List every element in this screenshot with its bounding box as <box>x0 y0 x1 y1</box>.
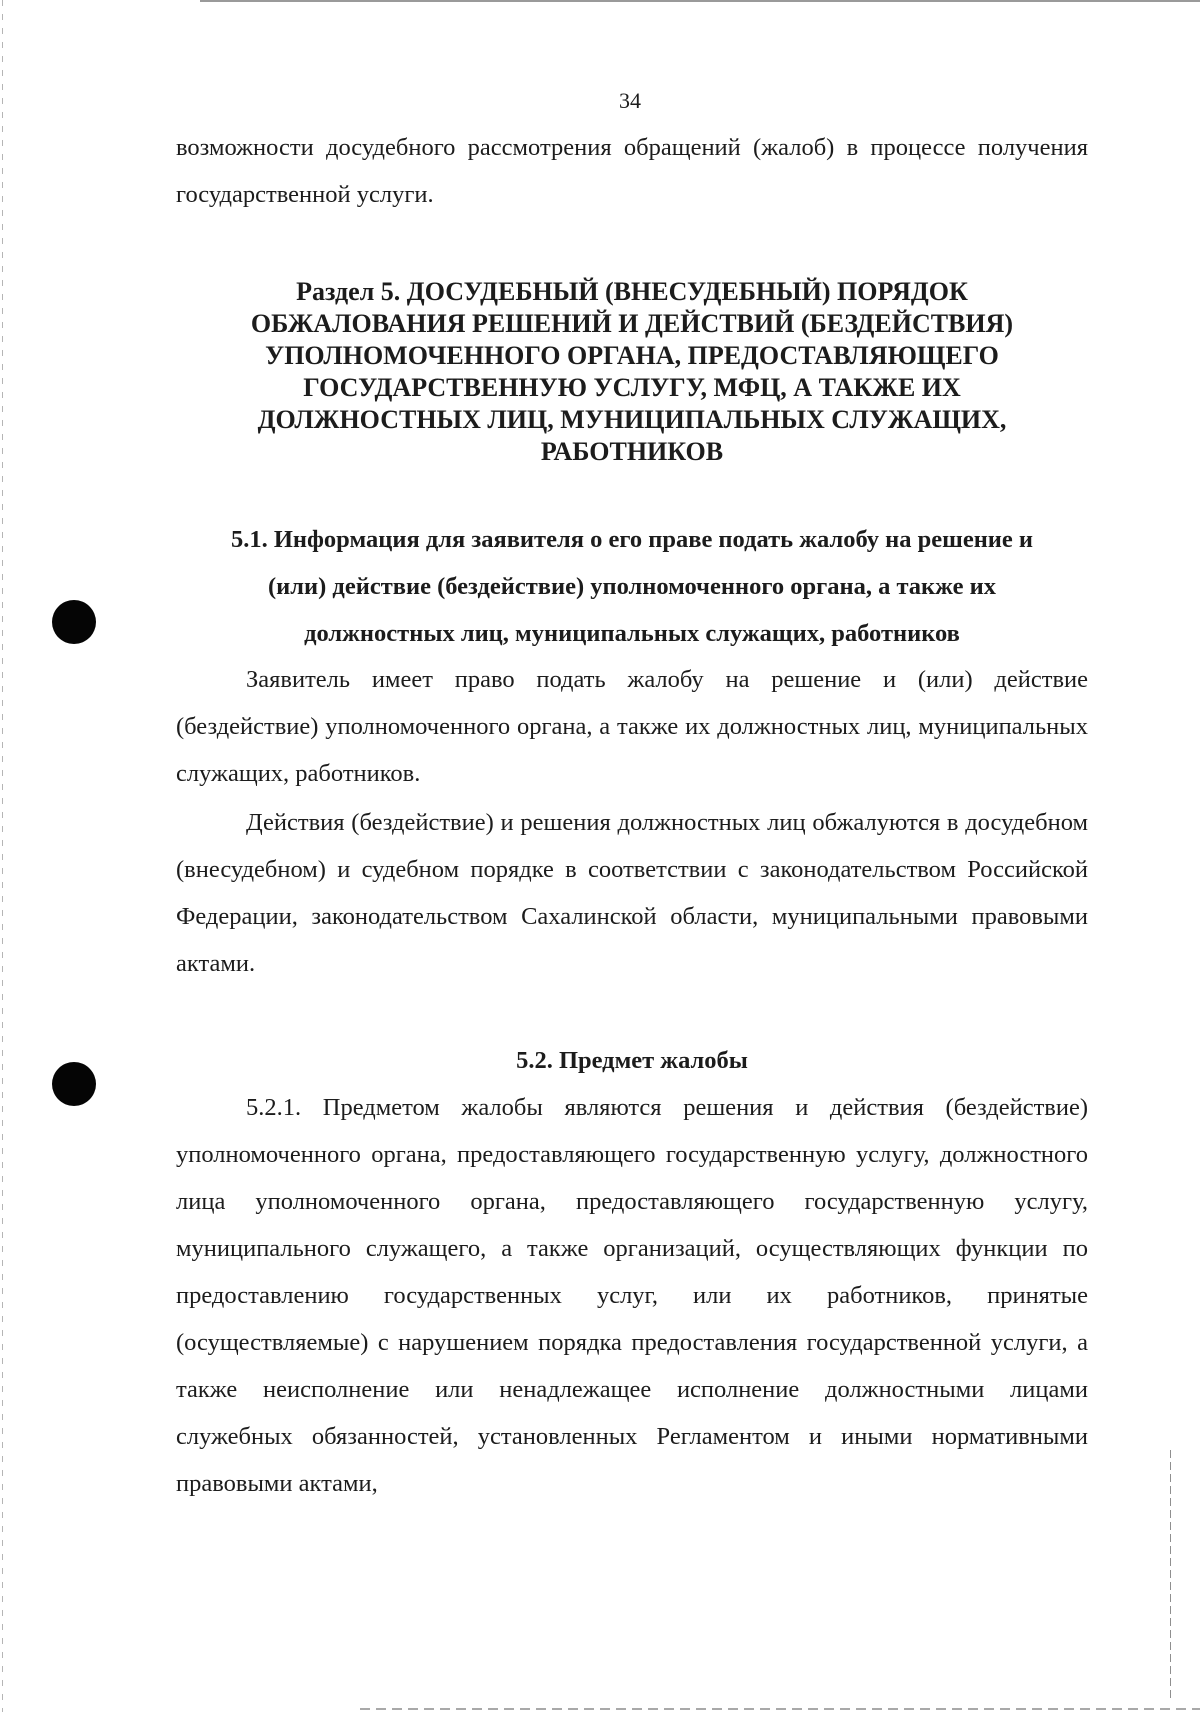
scan-top-edge <box>200 0 1200 2</box>
binder-hole-top <box>52 600 96 644</box>
section-title <box>176 276 1088 468</box>
section-title-line: РАБОТНИКОВ <box>540 437 724 466</box>
subsection-5-1-heading <box>176 516 1088 657</box>
paragraph-complaint-subject: 5.2.1. Предметом жалобы являются решения и действия (бездействие) уполномоченного органа, предоставляющего государственную услугу, должностного лица уполномоченного органа, предоставляющего государственную услугу, муниципального служащего, а также организаций, осуществляющих функции по предоставлению государственных услуг, или их работников, принятые (осуществляемые) с нарушением порядка предоставления государственной услуги, а также неисполнение или ненадлежащее исполнение должностными лицами служебных обязанностей, установленных Регламентом и иными нормативными правовыми актами, <box>176 1094 1088 1497</box>
scan-left-edge <box>2 0 3 1712</box>
scan-right-edge <box>1170 1450 1171 1700</box>
section-title-line: ГОСУДАРСТВЕННУЮ УСЛУГУ, МФЦ, А ТАКЖЕ ИХ <box>303 373 961 402</box>
section-title-line: ОБЖАЛОВАНИЯ РЕШЕНИЙ И ДЕЙСТВИЙ (БЕЗДЕЙСТВИЯ) <box>250 309 1014 338</box>
section-title-line: ДОЛЖНОСТНЫХ ЛИЦ, МУНИЦИПАЛЬНЫХ СЛУЖАЩИХ, <box>257 405 1007 434</box>
subsection-heading-line: (или) действие (бездействие) уполномоченного органа, а также их <box>268 573 996 600</box>
section-title-line: Раздел 5. ДОСУДЕБНЫЙ (ВНЕСУДЕБНЫЙ) ПОРЯДОК <box>296 277 968 306</box>
binder-hole-bottom <box>52 1062 96 1106</box>
subsection-5-2-heading: 5.2. Предмет жалобы <box>516 1047 748 1074</box>
intro-paragraph: возможности досудебного рассмотрения обращений (жалоб) в процессе получения государственной услуги. <box>176 134 1088 208</box>
paragraph-right-to-complain: Заявитель имеет право подать жалобу на решение и (или) действие (бездействие) уполномоченного органа, а также их должностных лиц, муниципальных служащих, работников. <box>176 666 1088 787</box>
page-number: 34 <box>619 88 641 113</box>
section-title-line: УПОЛНОМОЧЕННОГО ОРГАНА, ПРЕДОСТАВЛЯЮЩЕГО <box>265 341 999 370</box>
scan-bottom-edge <box>360 1708 1200 1710</box>
subsection-heading-line: должностных лиц, муниципальных служащих, работников <box>304 620 960 647</box>
subsection-heading-line: 5.1. Информация для заявителя о его праве подать жалобу на решение и <box>230 526 1034 553</box>
paragraph-appeal-procedure: Действия (бездействие) и решения должностных лиц обжалуются в досудебном (внесудебном) и судебном порядке в соответствии с законодательством Российской Федерации, законодательством Сахалинской области, муниципальными правовыми актами. <box>176 809 1088 977</box>
